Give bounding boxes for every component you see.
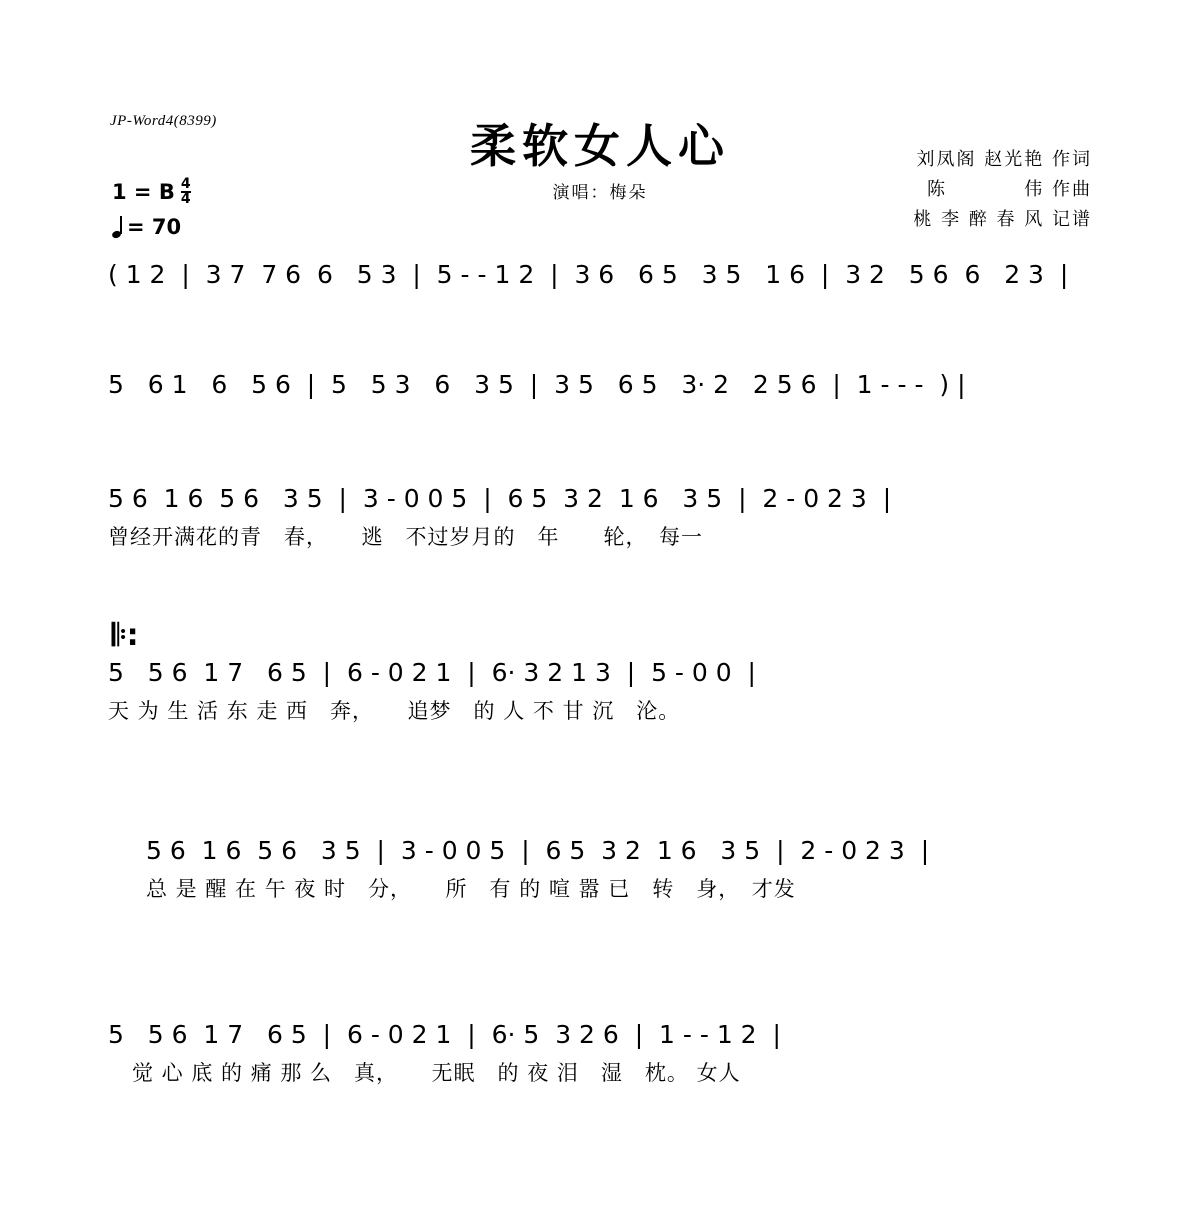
credits-block: [913, 145, 1092, 235]
catalog-id: JP-Word4(8399): [110, 113, 217, 129]
time-signature-denominator: 4: [180, 191, 191, 207]
credit-lyricist: 刘凤阁 赵光艳 作词: [916, 149, 1092, 170]
lyric-row: 曾经开满花的青 春， 逃 不过岁月的 年 轮， 每一: [108, 525, 703, 549]
lyric-row: 总 是 醒 在 午 夜 时 分， 所 有 的 喧 嚣 已 转 身， 才发: [146, 877, 796, 901]
singer-label: 演唱：梅朵: [552, 183, 648, 203]
tempo-value: = 70: [127, 215, 182, 239]
tempo-marking: [112, 215, 181, 239]
lyric-row: 天 为 生 活 东 走 西 奔， 追梦 的 人 不 甘 沉 沦。: [108, 699, 681, 723]
time-signature: [181, 178, 191, 206]
note-row: 5 6 1 6 5 6 3 5 | 3 - 0 0 5 | 6 5 3 2 1 6 3 5 | 2 - 0 2 3 |: [146, 836, 930, 865]
note-row-partial: [108, 1188, 1092, 1210]
page-title: 柔软女人心: [470, 119, 730, 173]
time-signature-numerator: 4: [180, 176, 191, 192]
system-verse-1a: [108, 482, 1092, 552]
note-row: 5 5 6 1 7 6 5 | 6 - 0 2 1 | 6· 5 3 2 6 | 1 - - 1 2 |: [108, 1020, 781, 1049]
system-verse-2b: [108, 1018, 1092, 1088]
repeat-start-barline: 𝄆:: [112, 618, 139, 653]
credit-composer: 陈 伟 作曲: [927, 179, 1092, 200]
system-verse-1b: [108, 656, 1092, 726]
lyric-row: 觉 心 底 的 痛 那 么 真， 无眠 的 夜 泪 湿 枕。 女人: [132, 1061, 741, 1085]
note-row: ( 1 2 | 3 7 7 6 6 5 3 | 5 - - 1 2 | 3 6 6 5 3 5 1 6 | 3 2 5 6 6 2 3 |: [108, 260, 1069, 289]
note-row: 5 5 6 1 7 6 5 | 6 - 0 2 1 | 6· 3 2 1 3 | 5 - 0 0 |: [108, 658, 756, 687]
system-intro-2: [108, 368, 1092, 408]
system-verse-2a: [146, 834, 1092, 904]
system-next-partial: [108, 1188, 1092, 1210]
key-signature-text: 1 = B: [112, 180, 175, 204]
key-signature: [112, 178, 191, 206]
note-row: 5 6 1 6 5 6 | 5 5 3 6 3 5 | 3 5 6 5 3· 2 2 5 6 | 1 - - - ) |: [108, 370, 966, 399]
quarter-note-icon: [112, 216, 124, 238]
credit-transcriber: 桃 李 醉 春 风 记谱: [913, 209, 1092, 230]
note-row: 5 6 1 6 5 6 3 5 | 3 - 0 0 5 | 6 5 3 2 1 6 3 5 | 2 - 0 2 3 |: [108, 484, 892, 513]
system-intro-1: [108, 258, 1092, 298]
